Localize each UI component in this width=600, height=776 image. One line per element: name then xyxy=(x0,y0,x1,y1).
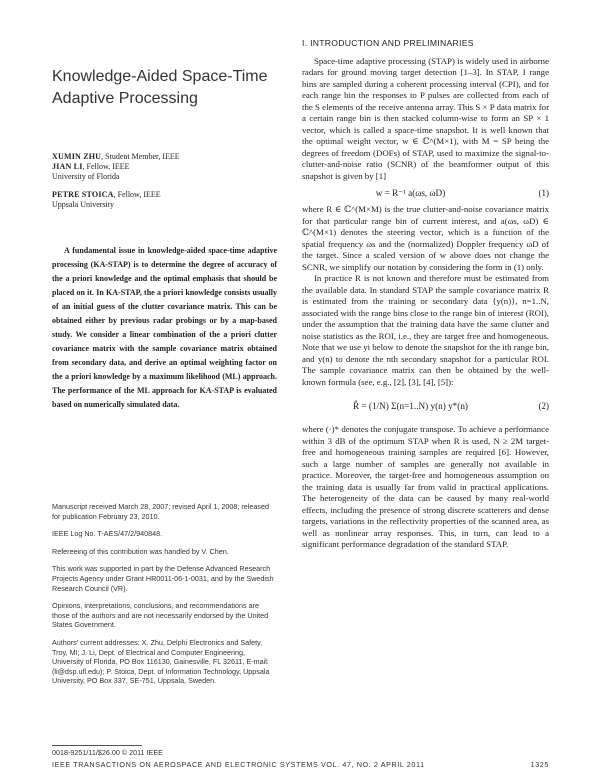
funding-note: This work was supported in part by the Defense Advanced Research Projects Agency under Grant HR0011-06-1-0031, and by the Swedish Research Council (VR). xyxy=(52,564,274,593)
author-role: , Student Member, IEEE xyxy=(101,152,180,161)
paragraph: Space-time adaptive processing (STAP) is widely used in airborne radars for ground moving target detection [1–3]. In STAP, I range bins are sampled during a coherent processing interval (CPI), and for each range bin the responses to P pulses are collected from each of the S elements of the receive antenna array. This S × P data matrix for a certain range bin is then stacked column-wise to form an SP × 1 vector, which is called a space-time snapshot. It is well known that the optimal weight vector, w ∈ ℂ^(M×1), with M = SP being the degrees of freedom (DOFs) of STAP, used to maximize the signal-to-clutter-and-noise ratio (SCNR) of the beamformer output of this snapshot is given by [1] xyxy=(302,55,549,181)
abstract xyxy=(52,244,277,412)
copyright-divider xyxy=(52,745,142,746)
referee-note: Refereeing of this contribution was handled by V. Chen. xyxy=(52,546,229,556)
address-note: Authors' current addresses: X. Zhu, Delphi Electronics and Safety, Troy, MI; J. Li, Dept. of Electrical and Computer Engineering, University of Florida, PO Box 116130, Gainesville, FL 32611, E-mail: (li@dsp.ufl.edu); P. Stoica, Dept. of Information Technology, Uppsala University, PO Box 337, SE-751, Uppsala, Sweden. xyxy=(52,637,270,686)
author-entry xyxy=(52,152,272,162)
paragraph: In practice R is not known and therefore must be estimated from the available data. In standard STAP the sample covariance matrix R is estimated from the training or secondary data {y(n)}, n=1..N, associated with the range bins close to the range bin of interest (ROI), under the assumption that the training data have the same clutter and noise statistics as the ROI, i.e., they are target free and homogeneous. Note that we use yi below to denote the snapshot for the ith range bin, and y(n) to denote the nth secondary snapshot for a particular ROI. The sample covariance matrix can then be obtained by the well-known formula (see, e.g., [2], [3], [4], [5]): xyxy=(302,273,549,387)
copyright-line: 0018-9251/11/$26.00 © 2011 IEEE xyxy=(52,748,163,757)
author-affiliation: Uppsala University xyxy=(52,200,114,209)
equation-1 xyxy=(302,185,549,201)
manuscript-note: Manuscript received March 28, 2007; revised April 1, 2008; released for publication February 23, 2010. xyxy=(52,502,269,521)
equation-body: R̂ = (1/N) Σ(n=1..N) y(n) y*(n) xyxy=(353,401,468,411)
author-entry xyxy=(52,190,272,200)
footnotes xyxy=(52,502,277,694)
author-block xyxy=(52,152,272,210)
equation-number: (2) xyxy=(538,401,549,411)
author-affiliation: University of Florida xyxy=(52,172,120,181)
body-column xyxy=(302,38,549,551)
paragraph: where (·)* denotes the conjugate transpose. To achieve a performance within 3 dB of the optimum STAP when R is used, N ≥ 2M target-free and homogeneous training samples are required [6]. However, such a large number of samples are generally not available in practice. Moreover, the target-free and homogeneous assumption on the training data is usually far from valid in practical applications. The heterogeneity of the data can be caused by many real-world effects, including the presence of strong discrete scatterers and dense targets, variations in the reflectivity properties of the scanned area, as well as nonlinear array responses. This, in turn, can lead to a significant performance degradation of the standard STAP. xyxy=(302,424,549,549)
page-number: 1325 xyxy=(530,760,549,769)
equation-body: w = R⁻¹ a(ωs, ωD) xyxy=(375,188,446,198)
equation-number: (1) xyxy=(538,188,549,198)
paper-title: Knowledge-Aided Space-Time Adaptive Processing xyxy=(52,68,268,107)
equation-2 xyxy=(302,391,549,421)
author-role: , Fellow, IEEE xyxy=(113,190,161,199)
author-name: JIAN LI xyxy=(52,162,83,171)
author-entry xyxy=(52,162,272,172)
journal-name: IEEE TRANSACTIONS ON AEROSPACE AND ELECTRONIC SYSTEMS VOL. 47, NO. 2 APRIL 2011 xyxy=(52,760,425,769)
ieee-log-note: IEEE Log No. T-AES/47/2/940848. xyxy=(52,529,163,539)
author-role: , Fellow, IEEE xyxy=(82,162,130,171)
section-heading: I. INTRODUCTION AND PRELIMINARIES xyxy=(302,38,474,48)
author-name: XUMIN ZHU xyxy=(52,152,102,161)
abstract-text: A fundamental issue in knowledge-aided space-time adaptive processing (KA-STAP) is to determine the degree of accuracy of the a priori knowledge and the optimal emphasis that should be placed on it. In KA-STAP, the a priori knowledge consists usually of an initial guess of the clutter covariance matrix. This can be obtained either by previous radar probings or by a map-based study. We consider a linear combination of the a priori clutter covariance matrix with the sample covariance matrix obtained from secondary data, and derive an optimal weighting factor on the a priori knowledge by a maximum likelihood (ML) approach. The performance of the ML approach for KA-STAP is evaluated based on numerically simulated data. xyxy=(52,246,277,409)
author-name: PETRE STOICA xyxy=(52,190,114,199)
paragraph: where R ∈ ℂ^(M×M) is the true clutter-and-noise covariance matrix for that particular range bin of current interest, and a(ωs, ωD) ∈ ℂ^(M×1) denotes the steering vector, which is a function of the spatial frequency ωs and the (normalized) Doppler frequency ωD of the target. Since a scaled version of w above does not change the SCNR, we simplify our notation by considering the form in (1) only. xyxy=(302,204,549,272)
page-footer xyxy=(52,760,549,769)
disclaimer-note: Opinions, interpretations, conclusions, and recommendations are those of the authors and are not necessarily endorsed by the United States Government. xyxy=(52,601,269,630)
